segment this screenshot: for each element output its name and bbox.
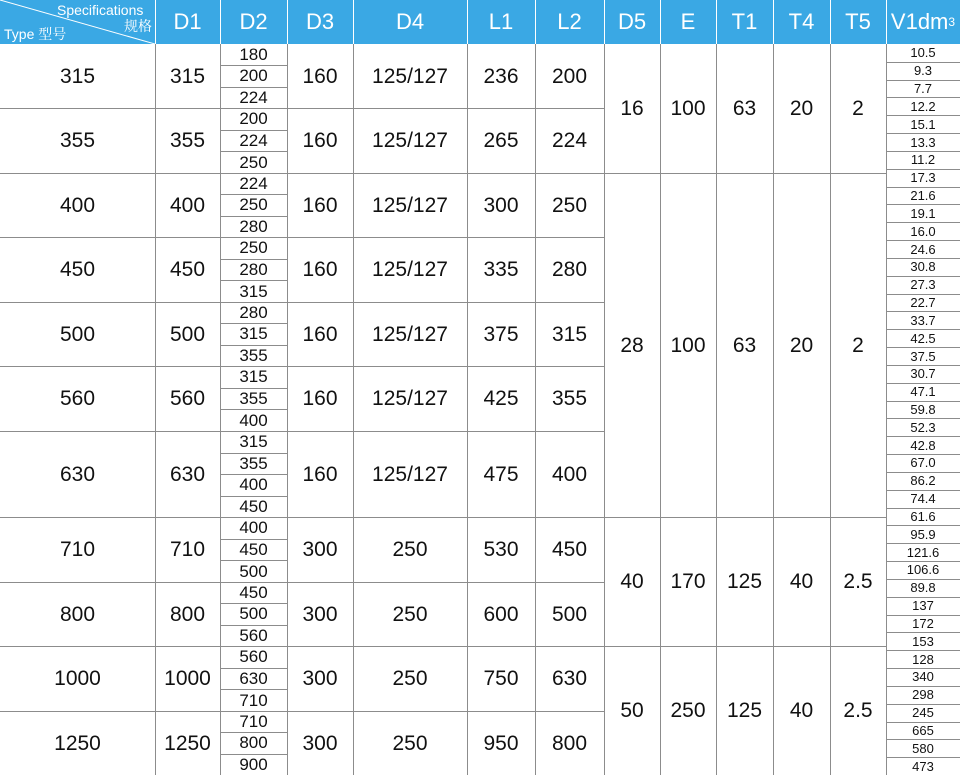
v1-value: 30.8 <box>910 259 936 275</box>
row-divider <box>0 366 604 367</box>
d2-value: 450 <box>239 496 268 516</box>
header-t1: T1 <box>731 9 758 34</box>
v1-value: 67.0 <box>910 455 936 471</box>
v1-value: 15.1 <box>910 116 936 132</box>
header-d5: D5 <box>617 9 647 34</box>
row-divider <box>886 347 960 348</box>
d1-value: 500 <box>169 322 206 346</box>
t5-value: 2 <box>852 97 864 120</box>
v1-value: 11.2 <box>910 152 936 168</box>
row-divider <box>886 757 960 758</box>
v1-value: 106.6 <box>906 562 940 578</box>
d4-value: 125/127 <box>372 322 448 346</box>
column-divider <box>535 44 536 775</box>
row-divider <box>886 632 960 633</box>
e-value: 100 <box>670 97 706 120</box>
row-divider <box>0 711 604 712</box>
l2-value: 200 <box>551 64 588 88</box>
d2-value: 280 <box>239 303 268 323</box>
t1-value: 63 <box>732 97 757 120</box>
header-l2: L2 <box>557 9 582 34</box>
d1-value: 450 <box>169 258 206 281</box>
d2-value: 450 <box>239 583 268 603</box>
d4-value: 250 <box>392 602 428 626</box>
header-v1 <box>886 0 960 44</box>
row-divider <box>886 579 960 580</box>
d2-value: 450 <box>239 539 268 559</box>
row-divider <box>886 525 960 526</box>
v1-value: 13.3 <box>910 134 936 150</box>
d3-value: 300 <box>302 667 338 690</box>
row-divider <box>220 453 287 454</box>
row-divider <box>886 508 960 509</box>
row-divider <box>0 237 604 238</box>
d3-value: 160 <box>302 129 338 152</box>
type-value: 400 <box>59 193 96 217</box>
v1-value: 89.8 <box>910 580 936 596</box>
d2-value: 180 <box>239 45 268 65</box>
l2-value: 355 <box>551 387 588 410</box>
row-divider <box>886 258 960 259</box>
d2-value: 900 <box>239 754 268 774</box>
row-divider <box>0 108 604 109</box>
d3-value: 160 <box>302 193 338 217</box>
v1-value: 12.2 <box>910 98 936 114</box>
row-divider <box>886 365 960 366</box>
d2-value: 224 <box>239 174 268 194</box>
d2-value: 400 <box>239 410 268 430</box>
v1-value: 52.3 <box>910 419 936 435</box>
type-value: 450 <box>59 258 96 281</box>
row-divider <box>886 133 960 134</box>
v1-value: 47.1 <box>910 384 936 400</box>
d1-value: 355 <box>169 129 206 152</box>
row-divider <box>886 722 960 723</box>
v1-value: 42.8 <box>910 437 936 453</box>
row-divider <box>886 115 960 116</box>
v1-value: 33.7 <box>910 312 936 328</box>
row-divider <box>220 216 287 217</box>
row-divider <box>220 539 287 540</box>
row-divider <box>220 603 287 604</box>
l1-value: 530 <box>483 538 519 561</box>
header-specifications-cn-label: 规格 <box>124 18 152 34</box>
row-divider <box>886 561 960 562</box>
row-divider <box>886 151 960 152</box>
row-divider <box>220 496 287 497</box>
l1-value: 950 <box>483 731 519 755</box>
row-divider <box>0 646 604 647</box>
l2-value: 280 <box>551 258 588 281</box>
type-value: 500 <box>59 322 96 346</box>
header-separator <box>467 0 468 44</box>
row-divider <box>0 173 604 174</box>
header-d2: D2 <box>239 9 268 34</box>
l1-value: 335 <box>483 258 519 281</box>
row-divider <box>0 431 604 432</box>
v1-value: 10.5 <box>910 45 936 61</box>
d3-value: 160 <box>302 64 338 88</box>
e-value: 250 <box>670 699 706 722</box>
l2-value: 315 <box>551 322 588 346</box>
d1-value: 400 <box>169 193 206 217</box>
row-divider <box>220 151 287 152</box>
row-divider <box>220 689 287 690</box>
l2-value: 250 <box>551 193 588 217</box>
l2-value: 500 <box>551 602 588 626</box>
row-divider <box>220 388 287 389</box>
v1-value: 153 <box>912 633 934 649</box>
d1-value: 560 <box>169 387 206 410</box>
d1-value: 710 <box>169 538 206 561</box>
l1-value: 300 <box>483 193 519 217</box>
d2-value: 355 <box>239 345 268 365</box>
d2-value: 250 <box>239 152 268 172</box>
header-separator <box>773 0 774 44</box>
type-value: 1000 <box>54 667 101 690</box>
d4-value: 250 <box>392 538 428 561</box>
row-divider <box>886 276 960 277</box>
row-divider <box>886 169 960 170</box>
v1-value: 74.4 <box>910 491 936 507</box>
d2-value: 560 <box>239 647 268 667</box>
t5-value: 2 <box>852 333 864 357</box>
header-separator <box>886 0 887 44</box>
header-separator <box>716 0 717 44</box>
row-divider <box>886 97 960 98</box>
d4-value: 125/127 <box>372 129 448 152</box>
d2-value: 250 <box>239 238 268 258</box>
d2-value: 400 <box>239 518 268 538</box>
d2-value: 200 <box>239 109 268 129</box>
v1-value: 9.3 <box>913 63 933 79</box>
header-t5: T5 <box>845 9 871 34</box>
t4-value: 40 <box>789 699 814 722</box>
d2-value: 224 <box>239 130 268 150</box>
d2-value: 224 <box>239 87 268 107</box>
v1-value: 16.0 <box>910 223 936 239</box>
v1-value: 37.5 <box>910 348 936 364</box>
v1-value: 27.3 <box>910 277 936 293</box>
d5-value: 50 <box>620 699 644 722</box>
d5-value: 28 <box>620 333 644 357</box>
d2-value: 800 <box>239 733 268 753</box>
row-divider <box>886 668 960 669</box>
d2-value: 500 <box>239 604 268 624</box>
header-separator <box>604 0 605 44</box>
header-d3: D3 <box>305 9 335 34</box>
t4-value: 20 <box>789 97 814 120</box>
v1-value: 128 <box>912 651 934 667</box>
d2-value: 560 <box>239 625 268 645</box>
type-value: 800 <box>59 602 96 626</box>
type-value: 315 <box>59 64 96 88</box>
header-l1: L1 <box>488 9 514 34</box>
d3-value: 160 <box>302 258 338 281</box>
row-divider <box>886 401 960 402</box>
row-divider <box>886 240 960 241</box>
row-divider <box>220 280 287 281</box>
type-value: 560 <box>59 387 96 410</box>
row-divider <box>886 436 960 437</box>
row-divider <box>220 732 287 733</box>
d4-value: 125/127 <box>372 64 448 88</box>
v1-value: 21.6 <box>910 188 936 204</box>
d4-value: 125/127 <box>372 193 448 217</box>
row-divider <box>886 294 960 295</box>
row-divider <box>886 204 960 205</box>
row-divider <box>220 130 287 131</box>
row-divider <box>886 222 960 223</box>
d3-value: 160 <box>302 322 338 346</box>
column-divider <box>353 44 354 775</box>
row-divider <box>220 65 287 66</box>
t1-value: 63 <box>732 333 757 357</box>
column-divider <box>220 44 221 775</box>
l1-value: 600 <box>483 602 519 626</box>
row-divider <box>220 259 287 260</box>
row-divider <box>220 323 287 324</box>
header-e: E <box>680 9 696 34</box>
l1-value: 375 <box>483 322 519 346</box>
type-value: 710 <box>59 538 96 561</box>
row-divider <box>220 345 287 346</box>
row-divider <box>886 454 960 455</box>
row-divider <box>886 490 960 491</box>
header-separator <box>353 0 354 44</box>
header-separator <box>220 0 221 44</box>
row-divider <box>886 704 960 705</box>
v1-value: 42.5 <box>910 330 936 346</box>
l1-value: 265 <box>483 129 519 152</box>
row-divider <box>886 739 960 740</box>
d5-value: 40 <box>620 570 644 593</box>
v1-value: 298 <box>912 687 934 703</box>
row-divider <box>886 650 960 651</box>
row-divider <box>604 646 886 647</box>
type-value: 1250 <box>54 731 101 755</box>
v1-value: 7.7 <box>913 81 933 97</box>
e-value: 100 <box>670 333 706 357</box>
header-v1-label: V1dm <box>890 9 949 34</box>
e-value: 170 <box>670 570 706 593</box>
d2-value: 315 <box>239 324 268 344</box>
l2-value: 400 <box>551 462 588 486</box>
l1-value: 236 <box>483 64 519 88</box>
row-divider <box>886 80 960 81</box>
l1-value: 750 <box>483 667 519 690</box>
d1-value: 315 <box>169 64 206 88</box>
header-v1-superscript: 3 <box>948 15 956 29</box>
l2-value: 450 <box>551 538 588 561</box>
header-t4: T4 <box>788 9 815 34</box>
row-divider <box>886 311 960 312</box>
column-divider <box>287 44 288 775</box>
type-value: 355 <box>59 129 96 152</box>
v1-value: 17.3 <box>910 170 936 186</box>
d3-value: 300 <box>302 731 338 755</box>
l2-value: 800 <box>551 731 588 755</box>
d2-value: 630 <box>239 668 268 688</box>
d5-value: 16 <box>620 97 644 120</box>
header-separator <box>830 0 831 44</box>
v1-value: 61.6 <box>910 508 936 524</box>
row-divider <box>0 582 604 583</box>
d2-value: 355 <box>239 388 268 408</box>
d2-value: 200 <box>239 66 268 86</box>
d4-value: 125/127 <box>372 387 448 410</box>
row-divider <box>220 625 287 626</box>
t1-value: 125 <box>726 570 763 593</box>
column-divider <box>155 44 156 775</box>
v1-value: 580 <box>912 740 934 756</box>
d3-value: 160 <box>302 387 338 410</box>
column-divider <box>773 44 774 775</box>
v1-value: 95.9 <box>910 526 936 542</box>
v1-value: 172 <box>912 615 934 631</box>
row-divider <box>220 194 287 195</box>
d3-value: 300 <box>302 602 338 626</box>
d4-value: 125/127 <box>372 462 448 486</box>
d2-value: 250 <box>239 195 268 215</box>
row-divider <box>886 472 960 473</box>
row-divider <box>220 754 287 755</box>
l2-value: 630 <box>551 667 588 690</box>
type-value: 630 <box>59 462 96 486</box>
v1-value: 245 <box>912 705 934 721</box>
row-divider <box>886 543 960 544</box>
header-type-label: Type 型号 <box>4 26 67 42</box>
v1-value: 22.7 <box>910 295 936 311</box>
d2-value: 315 <box>239 367 268 387</box>
d1-value: 1250 <box>164 731 211 755</box>
row-divider <box>220 87 287 88</box>
header-d1: D1 <box>173 9 202 34</box>
row-divider <box>886 686 960 687</box>
l1-value: 475 <box>483 462 519 486</box>
d4-value: 250 <box>392 667 428 690</box>
t1-value: 125 <box>726 699 763 722</box>
column-divider <box>886 44 887 775</box>
row-divider <box>886 62 960 63</box>
row-divider <box>220 409 287 410</box>
v1-value: 340 <box>912 669 934 685</box>
d2-value: 280 <box>239 216 268 236</box>
l1-value: 425 <box>483 387 519 410</box>
row-divider <box>886 615 960 616</box>
column-divider <box>830 44 831 775</box>
d1-value: 630 <box>169 462 206 486</box>
d3-value: 300 <box>302 538 338 561</box>
d1-value: 1000 <box>164 667 211 690</box>
v1-value: 19.1 <box>910 205 936 221</box>
header-separator <box>287 0 288 44</box>
header-separator <box>535 0 536 44</box>
v1-value: 59.8 <box>910 401 936 417</box>
v1-value: 24.6 <box>910 241 936 257</box>
row-divider <box>604 173 886 174</box>
header-separator <box>660 0 661 44</box>
column-divider <box>467 44 468 775</box>
t4-value: 20 <box>789 333 814 357</box>
column-divider <box>660 44 661 775</box>
row-divider <box>886 383 960 384</box>
header-specifications-label: Specifications <box>57 2 144 18</box>
row-divider <box>220 668 287 669</box>
v1-value: 665 <box>912 722 934 738</box>
d2-value: 280 <box>239 259 268 279</box>
d2-value: 315 <box>239 281 268 301</box>
d4-value: 250 <box>392 731 428 755</box>
v1-value: 121.6 <box>906 544 940 560</box>
d2-value: 400 <box>239 475 268 495</box>
column-divider <box>716 44 717 775</box>
row-divider <box>0 302 604 303</box>
d3-value: 160 <box>302 462 338 486</box>
row-divider <box>886 187 960 188</box>
v1-value: 137 <box>912 598 934 614</box>
v1-value: 30.7 <box>910 366 936 382</box>
row-divider <box>886 597 960 598</box>
d2-value: 500 <box>239 561 268 581</box>
t5-value: 2.5 <box>843 699 873 722</box>
column-divider <box>604 44 605 775</box>
d1-value: 800 <box>169 602 206 626</box>
header-d4: D4 <box>395 9 425 34</box>
v1-value: 86.2 <box>910 473 936 489</box>
row-divider <box>0 517 604 518</box>
d4-value: 125/127 <box>372 258 448 281</box>
row-divider <box>220 474 287 475</box>
t4-value: 40 <box>789 570 814 593</box>
row-divider <box>886 329 960 330</box>
d2-value: 710 <box>239 690 268 710</box>
d2-value: 355 <box>239 453 268 473</box>
t5-value: 2.5 <box>843 570 873 593</box>
row-divider <box>220 560 287 561</box>
d2-value: 710 <box>239 712 268 732</box>
l2-value: 224 <box>551 129 588 152</box>
header-separator <box>155 0 156 44</box>
row-divider <box>604 517 886 518</box>
d2-value: 315 <box>239 432 268 452</box>
v1-value: 473 <box>912 758 934 774</box>
row-divider <box>886 418 960 419</box>
